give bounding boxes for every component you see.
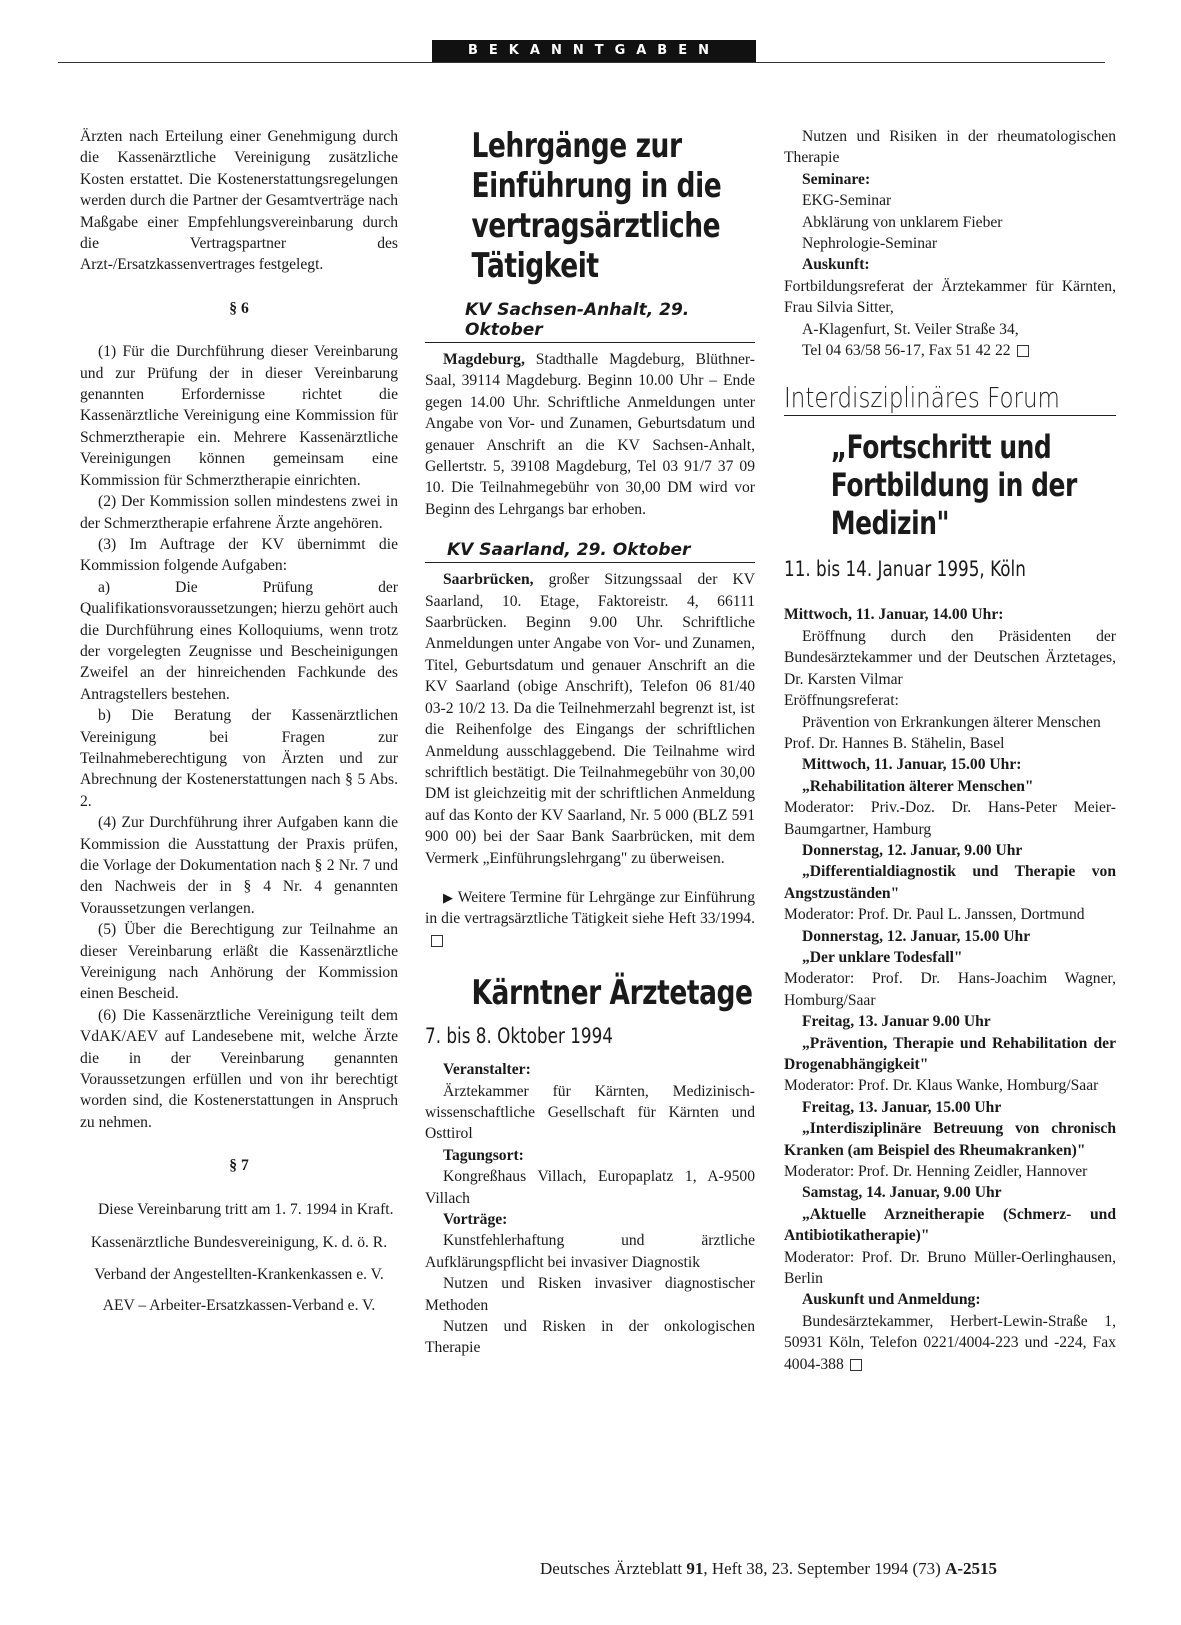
lehrgaenge-title: Lehrgänge zur Einführung in die vertragsärztliche Tätigkeit xyxy=(471,126,722,286)
p6-3: (3) Im Auftrage der KV übernimmt die Kommission folgende Aufgaben: xyxy=(80,535,398,575)
signatory-vdak: Verband der Angestellten-Krankenkassen e. V. xyxy=(94,1265,384,1283)
event-3-moderator: Moderator: Prof. Dr. Paul L. Janssen, Dortmund xyxy=(784,906,1085,924)
sachsen-anhalt-text: Magdeburg, Stadthalle Magdeburg, Blüthner-Saal, 39114 Magdeburg. Beginn 10.00 Uhr – Ende gegen 14.00 Uhr. Schriftliche Anmeldungen unter Angabe von Vor- und Zunamen, Geburtsdatum und genauer Anschrift an die KV Sachsen-Anhalt, Gellertstr. 5, 39108 Magdeburg, Tel 03 91/7 37 09 10. Die Teilnahmegebühr von 30,00 DM wird vor Beginn des Lehrgangs bar erhoben. xyxy=(425,351,755,518)
event-1-referat: Eröffnungsreferat: xyxy=(784,692,899,710)
anmeldung-heading: Auskunft und Anmeldung: xyxy=(802,1291,981,1309)
p6-3a: a) Die Prüfung der Qualifikationsvoraussetzungen; hierzu gehört auch die Durchführung eines Kolloquiums, wenn trotz der vorgelegten Zeugnisse und Bescheinigungen Zweifel an der hinreichenden Fachkunde des Antragstellers bestehen. xyxy=(80,578,398,703)
event-3-heading: Donnerstag, 12. Januar, 9.00 Uhr xyxy=(802,841,1023,859)
anmeldung-text: Bundesärztekammer, Herbert-Lewin-Straße 1, 50931 Köln, Telefon 0221/4004-223 und -224, Fax 4004-388 xyxy=(784,1312,1116,1373)
divider xyxy=(425,342,755,343)
divider xyxy=(784,415,1116,416)
event-7-title: „Aktuelle Arzneitherapie (Schmerz- und Antibiotikatherapie)" xyxy=(784,1205,1116,1245)
vortrag-4: Nutzen und Risiken in der rheumatologischen Therapie xyxy=(784,128,1116,167)
event-2-title: „Rehabilitation älterer Menschen" xyxy=(802,777,1034,795)
event-5-title: „Prävention, Therapie und Rehabilitation der Drogenabhängigkeit" xyxy=(784,1034,1116,1073)
event-1-heading: Mittwoch, 11. Januar, 14.00 Uhr: xyxy=(784,606,1004,624)
event-3-title: „Differentialdiagnostik und Therapie von Angstzuständen" xyxy=(784,863,1116,902)
signatory-kbv: Kassenärztliche Bundesvereinigung, K. d. ö. R. xyxy=(90,1234,388,1252)
forum-title: „Fortschritt und Fortbildung in der Medizin" xyxy=(830,428,1077,543)
auskunft-line-2: A-Klagenfurt, St. Veiler Straße 34, xyxy=(802,320,1019,338)
event-5-heading: Freitag, 13. Januar 9.00 Uhr xyxy=(802,1013,991,1031)
auskunft-heading: Auskunft: xyxy=(802,256,870,274)
event-4-title: „Der unklare Todesfall" xyxy=(802,948,963,966)
event-6-moderator: Moderator: Prof. Dr. Henning Zeidler, Hannover xyxy=(784,1163,1088,1181)
seminare-heading: Seminare: xyxy=(802,170,871,188)
p6-5: (5) Über die Berechtigung zur Teilnahme an dieser Vereinbarung erläßt die Kassenärztliche Vereinigung nach Anhörung der Kommission einen Bescheid. xyxy=(80,921,398,1003)
auskunft-line-1: Fortbildungsreferat der Ärztekammer für Kärnten, Frau Silvia Sitter, xyxy=(784,277,1116,317)
column-middle xyxy=(425,126,755,1359)
p6-3b: b) Die Beratung der Kassenärztlichen Vereinigung bei Fragen zur Teilnahmeberechtigung von Ärzten und zur Abrechnung der Kostenerstattungen nach § 5 Abs. 2. xyxy=(80,707,398,810)
vortrag-3: Nutzen und Risken in der onkologischen Therapie xyxy=(425,1318,755,1357)
event-4-moderator: Moderator: Prof. Dr. Hans-Joachim Wagner, Homburg/Saar xyxy=(784,970,1116,1009)
page-footer: Deutsches Ärzteblatt 91, Heft 38, 23. September 1994 (73) A-2515 xyxy=(540,1559,998,1578)
forum-date: 11. bis 14. Januar 1995, Köln xyxy=(784,557,1026,582)
end-mark-icon xyxy=(431,935,443,947)
event-1-speaker: Prof. Dr. Hannes B. Stähelin, Basel xyxy=(784,734,1005,752)
arrow-right-icon: ▶ xyxy=(443,889,454,905)
event-1-topic: Prävention von Erkrankungen älterer Menschen xyxy=(802,713,1101,731)
event-5-moderator: Moderator: Prof. Dr. Klaus Wanke, Homburg/Saar xyxy=(784,1077,1099,1095)
p6-1: (1) Für die Durchführung dieser Vereinbarung und zur Prüfung der in dieser Vereinbarung genannten Erfordernisse richtet die Kassenärztliche Vereinigung eine Kommission für Schmerztherapie ein. Mehrere Kassenärztliche Vereinigungen können gemeinsam eine Kommission für Schmerztherapie einrichten. xyxy=(80,343,398,489)
paragraph-7-heading: § 7 xyxy=(229,1157,249,1175)
header-rule xyxy=(58,62,1105,63)
p7: Diese Vereinbarung tritt am 1. 7. 1994 in Kraft. xyxy=(98,1200,394,1218)
kaerntner-title: Kärntner Ärztetage xyxy=(471,973,753,1014)
paragraph-6-heading: § 6 xyxy=(229,299,249,317)
vortraege-heading: Vorträge: xyxy=(443,1211,508,1228)
kv-sachsen-anhalt-heading: KV Sachsen-Anhalt, 29. Oktober xyxy=(465,300,690,340)
event-2-moderator: Moderator: Priv.-Doz. Dr. Hans-Peter Meier-Baumgartner, Hamburg xyxy=(784,799,1116,838)
p6-2: (2) Der Kommission sollen mindestens zwei in der Schmerztherapie erfahrene Ärzte angehören. xyxy=(80,493,398,532)
more-dates-note: ▶ Weitere Termine für Lehrgänge zur Einführung in die vertragsärztliche Tätigkeit siehe Heft 33/1994. xyxy=(425,887,755,951)
intro-text: Ärzten nach Erteilung einer Genehmigung durch die Kassenärztliche Vereinigung zusätzliche Kosten erstattet. Die Kostenerstattungsregelungen werden durch die Partner der Gesamtverträge nach Maßgabe einer Empfehlungsvereinbarung durch die Vertragspartner des Arzt-/Ersatzkassenvertrages festgelegt. xyxy=(80,128,398,274)
divider xyxy=(425,562,755,563)
signatory-aev: AEV – Arbeiter-Ersatzkassen-Verband e. V. xyxy=(102,1296,376,1314)
event-1-text: Eröffnung durch den Präsidenten der Bundesärztekammer und der Deutschen Ärztetages, Dr. Karsten Vilmar xyxy=(784,627,1116,688)
event-4-heading: Donnerstag, 12. Januar, 15.00 Uhr xyxy=(802,927,1031,945)
p6-6: (6) Die Kassenärztliche Vereinigung teilt dem VdAK/AEV auf Landesebene mit, welche Ärzte die in der Vereinbarung genannten Voraussetzungen erfüllen und von ihr berechtigt worden sind, die Kostenerstattungen in Anspruch zu nehmen. xyxy=(80,1006,398,1131)
p6-4: (4) Zur Durchführung ihrer Aufgaben kann die Kommission die Ausstattung der Praxis prüfen, die Vorlage der Dokumentation nach § 2 Nr. 7 und den Nachweis der in § 4 Nr. 4 genannten Voraussetzungen verlangen. xyxy=(80,814,398,917)
event-6-title: „Interdisziplinäre Betreuung von chronisch Kranken (am Beispiel des Rheumakranken)" xyxy=(784,1120,1116,1159)
event-6-heading: Freitag, 13. Januar, 15.00 Uhr xyxy=(802,1098,1002,1116)
seminar-1: EKG-Seminar xyxy=(802,192,892,210)
column-right xyxy=(784,126,1116,1375)
end-mark-icon xyxy=(850,1359,862,1371)
vortrag-2: Nutzen und Risken invasiver diagnostischer Methoden xyxy=(425,1275,755,1314)
vortrag-1: Kunstfehlerhaftung und ärztliche Aufklärungspflicht bei invasiver Diagnostik xyxy=(425,1232,755,1271)
seminar-3: Nephrologie-Seminar xyxy=(802,235,938,253)
kv-saarland-heading: KV Saarland, 29. Oktober xyxy=(447,540,691,561)
end-mark-icon xyxy=(1017,345,1029,357)
event-2-heading: Mittwoch, 11. Januar, 15.00 Uhr: xyxy=(802,756,1022,774)
auskunft-line-3: Tel 04 63/58 56-17, Fax 51 42 22 xyxy=(784,340,1116,361)
forum-label: Interdisziplinäres Forum xyxy=(784,381,1060,415)
kaerntner-date: 7. bis 8. Oktober 1994 xyxy=(425,1024,613,1049)
section-tag: BEKANNTGABEN xyxy=(432,40,756,62)
seminar-2: Abklärung von unklarem Fieber xyxy=(802,213,1003,231)
veranstalter-text: Ärztekammer für Kärnten, Medizinisch-wissenschaftliche Gesellschaft für Kärnten und Osttirol xyxy=(425,1082,755,1143)
veranstalter-heading: Veranstalter: xyxy=(443,1061,531,1079)
tagungsort-text: Kongreßhaus Villach, Europaplatz 1, A-9500 Villach xyxy=(425,1168,755,1207)
tagungsort-heading: Tagungsort: xyxy=(443,1146,524,1164)
event-7-heading: Samstag, 14. Januar, 9.00 Uhr xyxy=(802,1184,1002,1202)
event-7-moderator: Moderator: Prof. Dr. Bruno Müller-Oerlinghausen, Berlin xyxy=(784,1248,1116,1288)
column-left xyxy=(80,126,398,1316)
saarland-text: Saarbrücken, großer Sitzungssaal der KV Saarland, 10. Etage, Faktoreistr. 4, 66111 Saarbrücken. Beginn 9.00 Uhr. Schriftliche Anmeldungen unter Angabe von Vor- und Zunamen, Titel, Geburtsdatum und genauer Anschrift an die KV Saarland (obige Anschrift), Telefon 06 81/40 03-2 10/2 13. Da die Teilnehmerzahl begrenzt ist, ist die Reihenfolge des Eingangs der schriftlichen Anmeldung ausschlaggebend. Die Teilnahme wird schriftlich bestätigt. Die Teilnahmegebühr von 30,00 DM ist gleichzeitig mit der schriftlichen Anmeldung auf das Konto der KV Saarland, Nr. 5 000 (BLZ 591 900 00) bei der Saar Bank Saarbrücken, mit dem Vermerk „Einführungslehrgang" zu überweisen. xyxy=(425,571,755,867)
